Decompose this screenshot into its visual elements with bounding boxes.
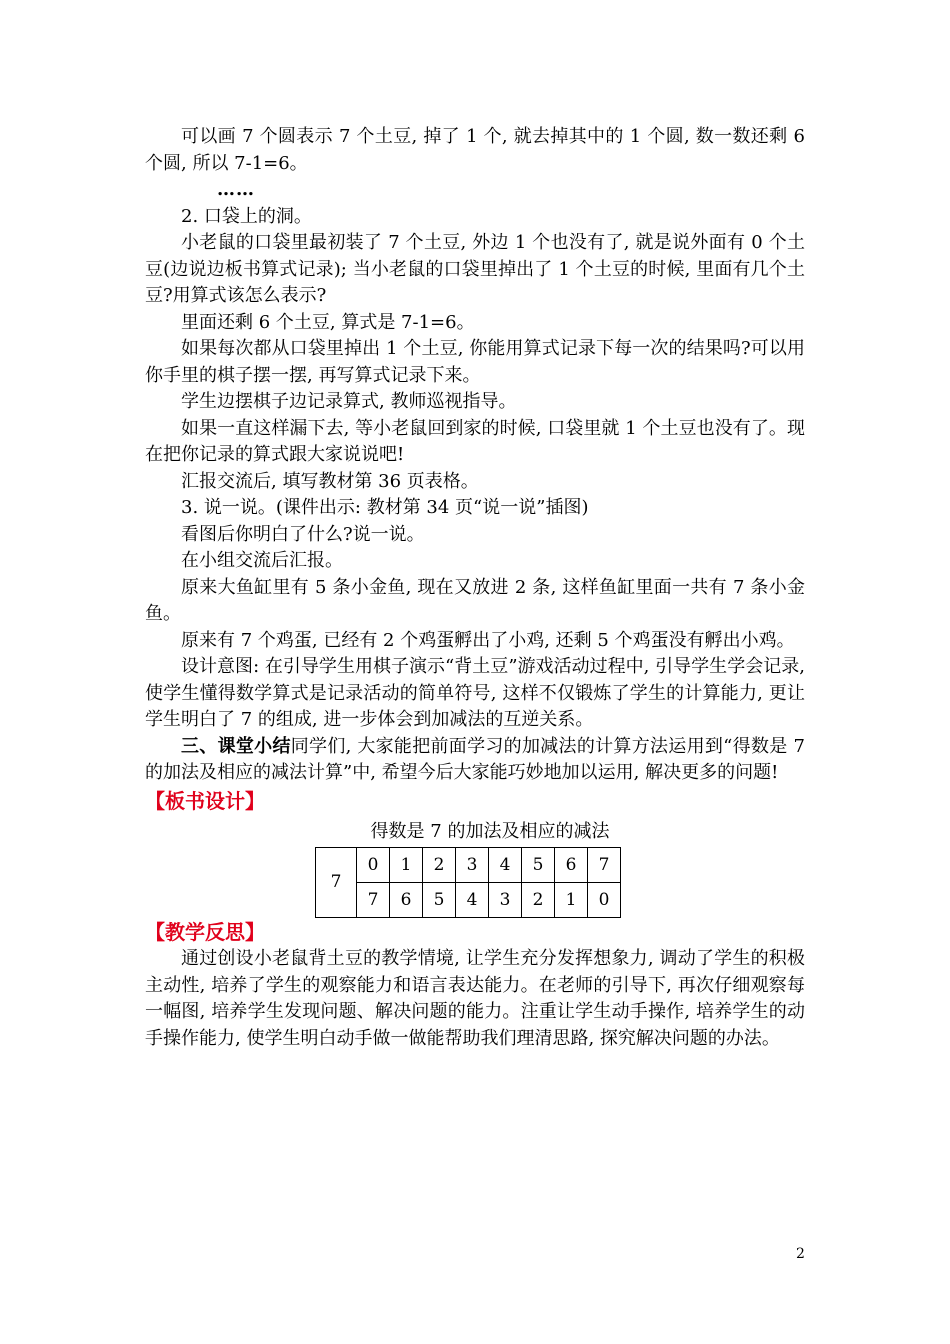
summary-text: 同学们, 大家能把前面学习的加减法的计算方法运用到“得数是 7 的加法及相应的减法计算”中, 希望今后大家能巧妙地加以运用, 解决更多的问题!	[145, 735, 805, 783]
table-cell: 1	[555, 883, 588, 918]
ellipsis: ……	[217, 179, 255, 200]
section-title-say-it: 3. 说一说。(课件出示: 教材第 34 页“说一说”插图)	[181, 497, 589, 518]
table-cell: 4	[489, 848, 522, 883]
table-cell: 5	[522, 848, 555, 883]
table-caption: 得数是 7 的加法及相应的减法	[370, 820, 610, 842]
table-cell: 3	[456, 848, 489, 883]
paragraph: 里面还剩 6 个土豆, 算式是 7-1=6。	[181, 311, 475, 333]
summary-paragraph	[145, 734, 805, 787]
summary-label: 三、课堂小结	[181, 735, 291, 757]
board-table	[315, 847, 621, 918]
board-design-heading: 【板书设计】	[145, 788, 265, 813]
paragraph: 原来大鱼缸里有 5 条小金鱼, 现在又放进 2 条, 这样鱼缸里面一共有 7 条小金鱼。	[145, 576, 805, 624]
teaching-reflection-heading: 【教学反思】	[145, 920, 265, 944]
paragraph: 小老鼠的口袋里最初装了 7 个土豆, 外边 1 个也没有了, 就是说外面有 0 个土豆(边说边板书算式记录); 当小老鼠的口袋里掉出了 1 个土豆的时候, 里面有几个土豆?用算式该怎么表示?	[145, 232, 805, 306]
paragraph: 汇报交流后, 填写教材第 36 页表格。	[181, 470, 479, 492]
page-content	[145, 124, 805, 1052]
paragraph: 学生边摆棋子边记录算式, 教师巡视指导。	[181, 391, 517, 412]
paragraph: 看图后你明白了什么?说一说。	[181, 523, 425, 545]
page-number: 2	[796, 1246, 805, 1262]
table-cell: 2	[423, 848, 456, 883]
table-cell: 6	[555, 848, 588, 883]
table-head-cell: 7	[316, 848, 357, 918]
table-cell: 0	[357, 848, 390, 883]
paragraph: 原来有 7 个鸡蛋, 已经有 2 个鸡蛋孵出了小鸡, 还剩 5 个鸡蛋没有孵出小鸡。	[181, 629, 795, 651]
reflection-paragraph: 通过创设小老鼠背土豆的教学情境, 让学生充分发挥想象力, 调动了学生的积极主动性, 培养了学生的观察能力和语言表达能力。在老师的引导下, 再次仔细观察每一幅图, 培养学生发现问题、解决问题的能力。注重让学生动手操作, 培养学生的动手操作能力, 使学生明白动手做一做能帮助我们理清思路, 探究解决问题的办法。	[145, 948, 805, 1049]
design-intent-paragraph: 设计意图: 在引导学生用棋子演示“背土豆”游戏活动过程中, 引导学生学会记录, 使学生懂得数学算式是记录活动的简单符号, 这样不仅锻炼了学生的计算能力, 更让学生明白了 7 的组成, 进一步体会到加减法的互逆关系。	[145, 656, 805, 730]
paragraph: 如果每次都从口袋里掉出 1 个土豆, 你能用算式记录下每一次的结果吗?可以用你手里的棋子摆一摆, 再写算式记录下来。	[145, 338, 805, 386]
paragraph: 如果一直这样漏下去, 等小老鼠回到家的时候, 口袋里就 1 个土豆也没有了。现在把你记录的算式跟大家说说吧!	[145, 417, 805, 465]
table-cell: 4	[456, 883, 489, 918]
table-cell: 5	[423, 883, 456, 918]
table-cell: 7	[357, 883, 390, 918]
table-cell: 1	[390, 848, 423, 883]
paragraph: 可以画 7 个圆表示 7 个土豆, 掉了 1 个, 就去掉其中的 1 个圆, 数一数还剩 6 个圆, 所以 7-1=6。	[145, 126, 805, 174]
table-cell: 7	[588, 848, 621, 883]
table-cell: 3	[489, 883, 522, 918]
section-title-pocket-hole: 2. 口袋上的洞。	[181, 205, 312, 227]
paragraph: 在小组交流后汇报。	[181, 550, 343, 571]
table-cell: 2	[522, 883, 555, 918]
table-cell: 0	[588, 883, 621, 918]
table-cell: 6	[390, 883, 423, 918]
